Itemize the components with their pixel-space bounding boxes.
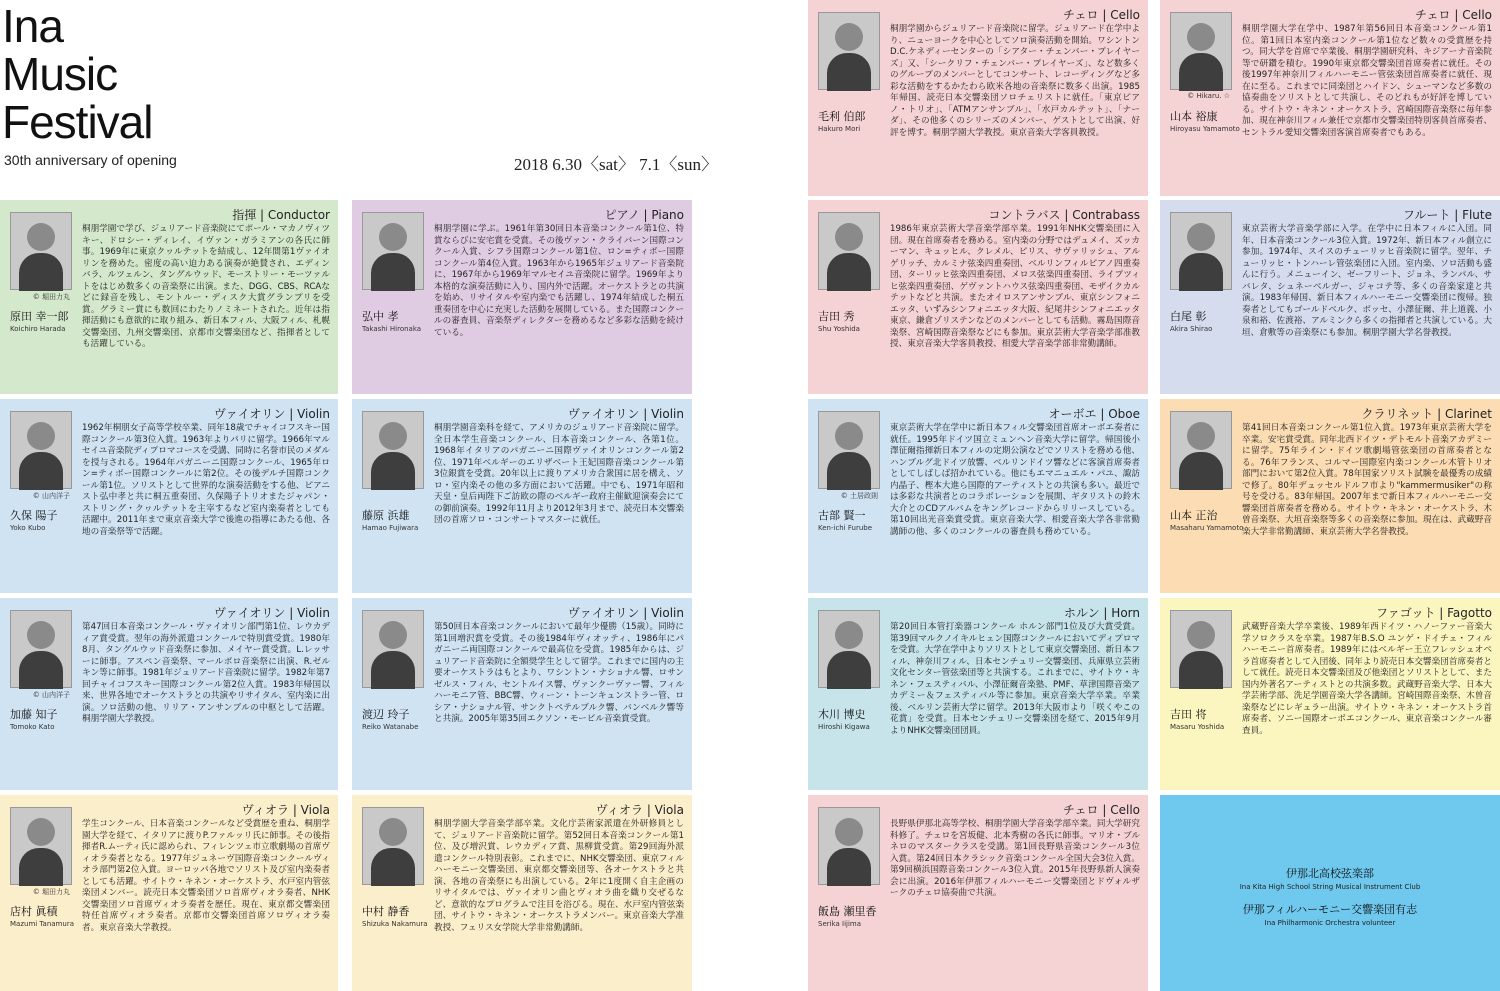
portrait-photo: [818, 610, 880, 688]
musician-name-en: Tomoko Kato: [10, 723, 55, 731]
musician-name-ja: 弘中 孝: [362, 310, 399, 323]
musician-name-ja: 原田 幸一郎: [10, 310, 69, 323]
musician-name-ja: 毛利 伯郎: [818, 110, 866, 123]
musician-name-ja: 加藤 知子: [10, 708, 58, 721]
musician-bio: 1986年東京芸術大学音楽学部卒業。1991年NHK交響楽団に入団。現在首席奏者を務める。室内楽の分野ではデュメイ、ズッカーマン、キュッヒル、クレメル、ピリス、サヴァリッシュ、アルゲリッチ、カルミナ弦楽四重奏団、ベルリンフィルピアノ四重奏団、ターリッヒ弦楽四重奏団、メロス弦楽四重奏団、ライプツィヒ弦楽四重奏団、ゲヴァントハウス弦楽四重奏団、モザイクカルテットなどと共演。またオイロスアンサンブル、東京シンフォニエッタ、いずみシンフォニエッタ大阪、紀尾井シンフォニエッタ東京、鎌倉ゾリステンなどのメンバーとしても活動。霧島国際音楽祭、宮崎国際音楽祭などにも参加。東京芸術大学音楽学部准教授、東京音楽大学客員教授、相愛大学音楽学部非常勤講師。: [890, 224, 1140, 349]
photo-credit: © 堀田力丸: [32, 293, 70, 301]
instrument-label: コントラバス | Contrabass: [988, 208, 1140, 222]
musician-card-clarinet: [1160, 399, 1500, 593]
instrument-label: ヴィオラ | Viola: [595, 803, 684, 817]
musician-name-ja: 吉田 将: [1170, 708, 1207, 721]
musician-name-en: Shu Yoshida: [818, 325, 860, 333]
musician-card-violin: [0, 598, 338, 790]
musician-name-en: Hakuro Mori: [818, 125, 861, 133]
musician-name-en: Takashi Hironaka: [362, 325, 422, 333]
musician-bio: 桐朋学園からジュリアード音楽院に留学。ジュリアード在学中より、ニューヨークを中心としてソロ演奏活動を開始。ワシントンD.C.ケネディーセンターの「シアター・チェンバー・プレイヤーズ」又、「シークリフ・チェンバー・プレイヤーズ」、など数多くのグループのメンバーとしてコンサート、レコーディングなど多彩な活動をするかたわら欧米各地の音楽祭に数多く出演。1985年帰国、読売日本交響楽団ソロチェリストに就任。「東京ピアノ・トリオ」、「ATMアンサンブル」、「水戸カルテット」、「ナーダ」、その他多くのシリーズのメンバー、ゲストとして出演、好評を博す。桐朋学園大学教授。東京音楽大学客員教授。: [890, 24, 1140, 138]
musician-name-en: Hamao Fujiwara: [362, 524, 419, 532]
portrait-photo: [362, 411, 424, 489]
ensemble-name-ja: 伊那フィルハーモニー交響楽団有志: [1242, 903, 1418, 916]
musician-name-en: Ken-ichi Furube: [818, 524, 873, 532]
instrument-label: ヴィオラ | Viola: [241, 803, 330, 817]
musician-name-ja: 中村 静香: [362, 905, 410, 918]
musician-name-ja: 渡辺 玲子: [362, 708, 410, 721]
musician-card-violin: [352, 399, 692, 593]
ensemble-name-en: Ina Philharmonic Orchestra volunteer: [1264, 919, 1396, 927]
musician-name-en: Koichiro Harada: [10, 325, 66, 333]
portrait-photo: [818, 12, 880, 90]
musician-card-cello: [1160, 0, 1500, 196]
musician-name-en: Akira Shirao: [1170, 325, 1213, 333]
musician-bio: 武蔵野音楽大学卒業後、1989年西ドイツ・ハノーファー音楽大学ソロクラスを卒業。1987年B.S.O ユンゲ・ドイチェ・フィルハーモニー首席奏者。1989年にはベルギー王立フレッシュオペラ首席奏者として入団後、同年より読売日本交響楽団首席奏者として就任。読売日本交響楽団及び他楽団とソリストとして、また国内外著名アーティストとの共演多数。武蔵野音楽大学、日本大学芸術学部、洗足学園音楽大学各講師。宮崎国際音楽祭、木曽音楽祭などにレギュラー出演。サイトウ・キネン・オーケストラ首席奏者、ソニー国際オーボエコンクール、東京音楽コンクール審査員。: [1242, 622, 1492, 736]
portrait-photo: [1170, 610, 1232, 688]
musician-name-ja: 木川 博史: [818, 708, 866, 721]
festival-title-line: Ina: [2, 0, 63, 52]
ensemble-name-en: Ina Kita High School String Musical Instrument Club: [1239, 883, 1421, 891]
festival-title-line: Festival: [2, 96, 153, 148]
musician-name-en: Yoko Kubo: [10, 524, 46, 532]
ensemble-credits: [1160, 865, 1500, 937]
musician-bio: 第47回日本音楽コンクール・ヴァイオリン部門第1位、レウカディア賞受賞。翌年の海外派遣コンクールで特別賞受賞。1980年8月、タングルウッド音楽祭に参加、メイヤー賞受賞。L.レッサーに師事。アスペン音楽祭、マールボロ音楽祭に出演、R.ゼルキン等に師事。1981年ジュリアード音楽院に留学。1982年第7回チャイコフスキー国際コンクール第2位入賞。1983年帰国以来、世界各地でオーケストラとの共演やリサイタル、室内楽に出演。ソロ活動の他、リリア・アンサンブルの中枢として活躍。桐朋学園大学教授。: [82, 622, 330, 724]
musician-bio: 第20回日本管打楽器コンクール ホルン部門1位及び大賞受賞。第39回マルクノイキルヒェン国際コンクールにおいてディプロマを受賞。大学在学中よりソリストとして東京交響楽団、新日本フィル、神奈川フィル、日本センチュリー交響楽団、兵庫県立芸術文化センター管弦楽団等と共演する。これまでに、サイトウ・キネン・フェスティバル、小澤征爾音楽塾、PMF、草津国際音楽アカデミー＆フェスティバル等に参加。東京音楽大学卒業。卒業後、ベルリン芸術大学に留学。2013年大阪市より「咲くやこの花賞」を受賞。日本センチュリー交響楽団を経て、2015年9月よりNHK交響楽団団員。: [890, 622, 1140, 736]
portrait-photo: [1170, 411, 1232, 489]
musician-bio: 第41回日本音楽コンクール第1位入賞。1973年東京芸術大学を卒業。安宅賞受賞。同年北西ドイツ・デトモルト音楽アカデミーに留学。75年ライン・ドイツ歌劇場管弦楽団の首席奏者となる。76年フランス、コルマー国際室内楽コンクール木管トリオ部門において第2位入賞。78年国家ソリスト試験を最優秀の成績で修了。80年デュッセルドルフ市より"kammermusiker"の称号を受ける。83年帰国。2007年まで新日本フィルハーモニー交響楽団首席奏者を務める。サイトウ・キネン・オーケストラ、木曽音楽祭、大垣音楽祭等多くの音楽祭に参加。現在は、武蔵野音楽大学非常勤講師、東京芸術大学名誉教授。: [1242, 423, 1492, 537]
musician-card-conductor: [0, 200, 338, 394]
instrument-label: ヴァイオリン | Violin: [213, 407, 330, 421]
musician-card-flute: [1160, 200, 1500, 394]
musician-name-ja: 山本 裕康: [1170, 110, 1218, 123]
musician-bio: 第50回日本音楽コンクールにおいて最年少優勝（15歳）。同時に第1回増沢賞を受賞。その後1984年ヴィオッティ、1986年にパガニーニ両国際コンクールで最高位を受賞。1985年からは、ジュリアード音楽院に全額奨学生として留学。これまでに国内の主要オーケストラはもとより、ワシントン・ナショナル響、ロサンゼルス・フィル、セントルイス響、ヴァンクーヴァー響、フィルハーモニア管、BBC響、ウィーン・トーンキュンストラー管、ロシア・ナショナル管、サンクトペテルブルク響、バンベルク響等と共演。2005年第35回エクソン・モービル音楽賞受賞。: [434, 622, 684, 724]
musician-bio: 桐朋学園音楽科を経て、アメリカのジュリアード音楽院に留学。全日本学生音楽コンクール、日本音楽コンクール、各第1位。1968年イタリアのパガニーニ国際ヴァイオリンコンクール第2位、1971年ベルギーのエリザベート王妃国際音楽コンクール第3位銀賞を受賞。20年以上に渡りアメリカ合衆国に居を構え、ソロ・室内楽その他の多方面において活躍。中でも、1971年昭和天皇・皇后両陛下ご訪欧の際のベルギー政府主催歓迎演奏会にての御前演奏。1992年11月より2012年3月まで、読売日本交響楽団の首席ソロ・コンサートマスターに就任。: [434, 423, 684, 525]
musician-bio: 1962年桐朋女子高等学校卒業、同年18歳でチャイコフスキー国際コンクール第3位入賞。1963年よりパリに留学。1966年マルセイユ音楽院ディプロマコースを受講、同時に名誉市民のメダルを授与される。1964年パガニーニ国際コンクール、1965年ロン=ティボー国際コンクールに第2位。その後デルチ国際コンクール第1位。ソリストとして世界的な演奏活動をする他、ピアニスト弘中孝と共に桐五重奏団、久保陽子トリオまたジャパン・ストリング・クヮルテットを主宰するなど室内楽奏者としても活躍中。2011年まで東京音楽大学で後進の指導にあたる他、各地の音楽祭等で活躍。: [82, 423, 330, 537]
musician-bio: 東京芸術大学音楽学部に入学。在学中に日本フィルに入団。同年、日本音楽コンクール3位入賞。1972年、新日本フィル創立に参加。1974年、スイスのチューリッヒ音楽院に留学。翌年、チューリッヒ・トンハーレ管弦楽団に入団。室内楽、ソロ活動も盛んに行う。メニューイン、ゼーフリート、ジョネ、ランパル、サバレタ、シュネーベルガー、ジャコテ等、多くの音楽家達と共演。1983年帰国、新日本フィルハーモニー交響楽団に復帰。独奏者としてもゴールドベルク、ボッセ、小澤征爾、井上道義、小泉和裕、佐渡裕、アルミンクら多くの指揮者と共演している。大垣、倉敷等の音楽祭にも参加。桐朋学園大学名誉教授。: [1242, 224, 1492, 338]
festival-title: [2, 2, 152, 146]
portrait-photo: [1170, 212, 1232, 290]
musician-bio: 桐朋学園で学び、ジュリアード音楽院にてポール・マカノヴィツキー、ドロシー・ディレイ、イヴァン・ガラミアンの各氏に師事。1969年に東京クヮルテットを結成し、12年間第1ヴァイオリンを務めた。密度の高い迫力ある演奏が絶賛され、エディンバラ、ルツェルン、タングルウッド、モーストリー・モーツァルトをはじめ数多くの音楽祭に出演。また、DGG、CBS、RCAなどに録音を残し、モントルー・ディスク大賞グランプリを受賞。グラミー賞にも数回にわたりノミネートされた。近年は指揮活動にも意欲的に取り組み、新日本フィル、大阪フィル、札幌交響楽団、九州交響楽団、京都市交響楽団など、指揮者としても活躍している。: [82, 224, 330, 349]
ensemble-name-ja: 伊那北高校弦楽部: [1286, 867, 1374, 880]
musician-name-ja: 藤原 浜雄: [362, 509, 410, 522]
photo-credit: © 土居政則: [840, 492, 878, 500]
musician-name-en: Masaru Yoshida: [1170, 723, 1225, 731]
musician-bio: 桐朋学園大学在学中、1987年第56回日本音楽コンクール第1位。第1回日本室内楽コンクール第1位など数々の受賞歴を持つ。同大学を首席で卒業後、桐朋学園研究科、キジアーナ音楽院等で研鑽を積む。1990年東京都交響楽団首席奏者に就任。その後1997年神奈川フィルハーモニー管弦楽団首席奏者に就任、現在に至る。これまでに同楽団とハイドン、シューマンなど多数の協奏曲をソリストとして共演し、そのどれもが好評を博している。サイトウ・キネン・オーケストラ、宮崎国際音楽祭に毎年参加、現在神奈川フィル兼任で京都市交響楽団特別客員首席奏者、セントラル愛知交響楽団客演首席奏者でもある。: [1242, 24, 1492, 138]
musician-bio: 長野県伊那北高等学校、桐朋学園大学音楽学部卒業。同大学研究科修了。チェロを宮坂健、北本秀樹の各氏に師事。マリオ・ブルネロのマスタークラスを受講。第1回長野県音楽コンクール3位入賞。第24回日本クラシック音楽コンクール全国大会3位入賞。第9回横浜国際音楽コンクール3位入賞。2015年長野県新人演奏会に出演。2016年伊那フィルハーモニー交響楽団とドヴォルザークのチェロ協奏曲で共演。: [890, 819, 1140, 898]
instrument-label: チェロ | Cello: [1062, 803, 1140, 817]
portrait-photo: [362, 807, 424, 885]
musician-card-horn: [808, 598, 1148, 790]
musician-card-cello: [808, 795, 1148, 991]
musician-name-en: Mazumi Tanamura: [10, 920, 74, 928]
portrait-photo: [362, 212, 424, 290]
portrait-photo: [362, 610, 424, 688]
photo-credit: © 堀田力丸: [32, 888, 70, 896]
instrument-label: オーボエ | Oboe: [1048, 407, 1140, 421]
ensemble-credits-box: [1160, 795, 1500, 991]
portrait-photo: [10, 610, 72, 688]
musician-bio: 東京芸術大学在学中に新日本フィル交響楽団首席オーボエ奏者に就任。1995年ドイツ国立ミュンヘン音楽大学に留学。帰国後小澤征爾指揮新日本フィルの定期公演などでソリストを務める他、ハンブルグ北ドイツ放響、ベルリンドイツ響などに客演首席奏者としてしばしば招かれている。他にもエマニュエル・パユ、諏訪内晶子、樫本大進ら国際的アーティストとの共演も多い。最近では多彩な共演者とのコラボレーションを展開、ギタリストの鈴木大介とのCDアルバムをキングレコードからリリースしている。第10回出光音楽賞受賞。東京音楽大学、相愛音楽大学各非常勤講師の他、多くのコンクールの審査員も務めている。: [890, 423, 1140, 537]
musician-name-ja: 古部 賢一: [818, 509, 866, 522]
musician-bio: 桐朋学園に学ぶ。1961年第30回日本音楽コンクール第1位、特賞ならびに安宅賞を受賞。その後ヴァン・クライバーン国際コンクール入賞、シフラ国際コンクール第1位、ロン=ティボー国際コンクール第4位入賞。1963年から1965年ジュリアード音楽院に、1967年から1969年マルセイユ音楽院に留学。1969年より本格的な演奏活動に入り、国内外で活躍。オーケストラとの共演を始め、リサイタルや室内楽でも活躍し、1974年結成した桐五重奏団を中心に充実した活動を展開している。また国際コンクールの審査員、音楽祭ディレクターを務めるなど多彩な活動を続けている。: [434, 224, 684, 338]
portrait-photo: [818, 807, 880, 885]
musician-name-en: Hiroyasu Yamamoto: [1170, 125, 1240, 133]
festival-title-line: Music: [2, 48, 118, 100]
musician-card-fagotto: [1160, 598, 1500, 790]
musician-name-ja: 久保 陽子: [10, 509, 58, 522]
musician-name-ja: 吉田 秀: [818, 310, 855, 323]
instrument-label: チェロ | Cello: [1062, 8, 1140, 22]
instrument-label: ホルン | Horn: [1063, 606, 1140, 620]
instrument-label: ヴァイオリン | Violin: [567, 606, 684, 620]
musician-card-contrabass: [808, 200, 1148, 394]
portrait-photo: [818, 212, 880, 290]
portrait-photo: [10, 212, 72, 290]
musician-name-en: Serika Iijima: [818, 920, 862, 928]
photo-credit: © 山内洋子: [32, 492, 70, 500]
musician-card-piano: [352, 200, 692, 394]
musician-name-en: Masaharu Yamamoto: [1170, 524, 1244, 532]
portrait-photo: [10, 411, 72, 489]
portrait-photo: [1170, 12, 1232, 90]
musician-name-ja: 店村 眞積: [10, 905, 58, 918]
photo-credit: © 山内洋子: [32, 691, 70, 699]
musician-name-en: Reiko Watanabe: [362, 723, 419, 731]
musician-card-viola: [0, 795, 338, 991]
musician-card-violin: [0, 399, 338, 593]
festival-dates: 2018 6.30〈sat〉 7.1〈sun〉: [514, 155, 718, 174]
instrument-label: ファゴット | Fagotto: [1375, 606, 1492, 620]
musician-name-en: Hiroshi Kigawa: [818, 723, 870, 731]
portrait-photo: [10, 807, 72, 885]
instrument-label: チェロ | Cello: [1414, 8, 1492, 22]
musician-card-oboe: [808, 399, 1148, 593]
festival-subtitle: 30th anniversary of opening: [4, 152, 177, 168]
musician-card-viola: [352, 795, 692, 991]
musician-bio: 学生コンクール、日本音楽コンクールなど受賞歴を重ね、桐朋学園大学を経て、イタリアに渡りP.ファルッリ氏に師事。その後指揮者R.ムーティ氏に認められ、フィレンツェ市立歌劇場の首席ヴィオラ奏者となる。1977年ジュネーヴ国際音楽コンクールヴィオラ部門第2位入賞。ヨーロッパ各地でソリスト及び室内楽奏者としても活躍。サイトウ・キネン・オーケストラ、水戸室内管弦楽団メンバー。読売日本交響楽団ソロ首席ヴィオラ奏者、NHK交響楽団ソロ首席ヴィオラ奏者を歴任。現在、東京都交響楽団特任首席ヴィオラ奏者。京都市交響楽団首席ソロヴィオラ奏者。東京音楽大学教授。: [82, 819, 330, 933]
musician-name-ja: 山本 正治: [1170, 509, 1218, 522]
musician-name-ja: 白尾 彰: [1170, 310, 1207, 323]
musician-card-cello: [808, 0, 1148, 196]
musician-name-en: Shizuka Nakamura: [362, 920, 428, 928]
photo-credit: © Hikaru. ☆: [1187, 92, 1230, 100]
musician-name-ja: 飯島 瀬里香: [818, 905, 877, 918]
musician-card-violin: [352, 598, 692, 790]
musician-bio: 桐朋学園大学音楽学部卒業。文化庁芸術家派遣在外研修員として、ジュリアード音楽院に留学。第52回日本音楽コンクール第1位、及び増沢賞、レウカディア賞、黒柳賞受賞。第29回海外派遣コンクール特別表彰。これまでに、NHK交響楽団、東京フィルハーモニー交響楽団、東京都交響楽団等、各オーケストラと共演、各地の音楽祭にも出演している。2年に1度開く自主企画のリサイタルでは、ヴァイオリン曲とヴィオラ曲を織り交ぜるなど、意欲的なプログラムで注目を浴びる。現在、水戸室内管弦楽団、サイトウ・キネン・オーケストラメンバー。東京音楽大学准教授、フェリス女学院大学非常勤講師。: [434, 819, 684, 933]
instrument-label: クラリネット | Clarinet: [1361, 407, 1492, 421]
instrument-label: ピアノ | Piano: [604, 208, 684, 222]
instrument-label: フルート | Flute: [1402, 208, 1492, 222]
instrument-label: 指揮 | Conductor: [232, 208, 330, 222]
portrait-photo: [818, 411, 880, 489]
instrument-label: ヴァイオリン | Violin: [567, 407, 684, 421]
instrument-label: ヴァイオリン | Violin: [213, 606, 330, 620]
